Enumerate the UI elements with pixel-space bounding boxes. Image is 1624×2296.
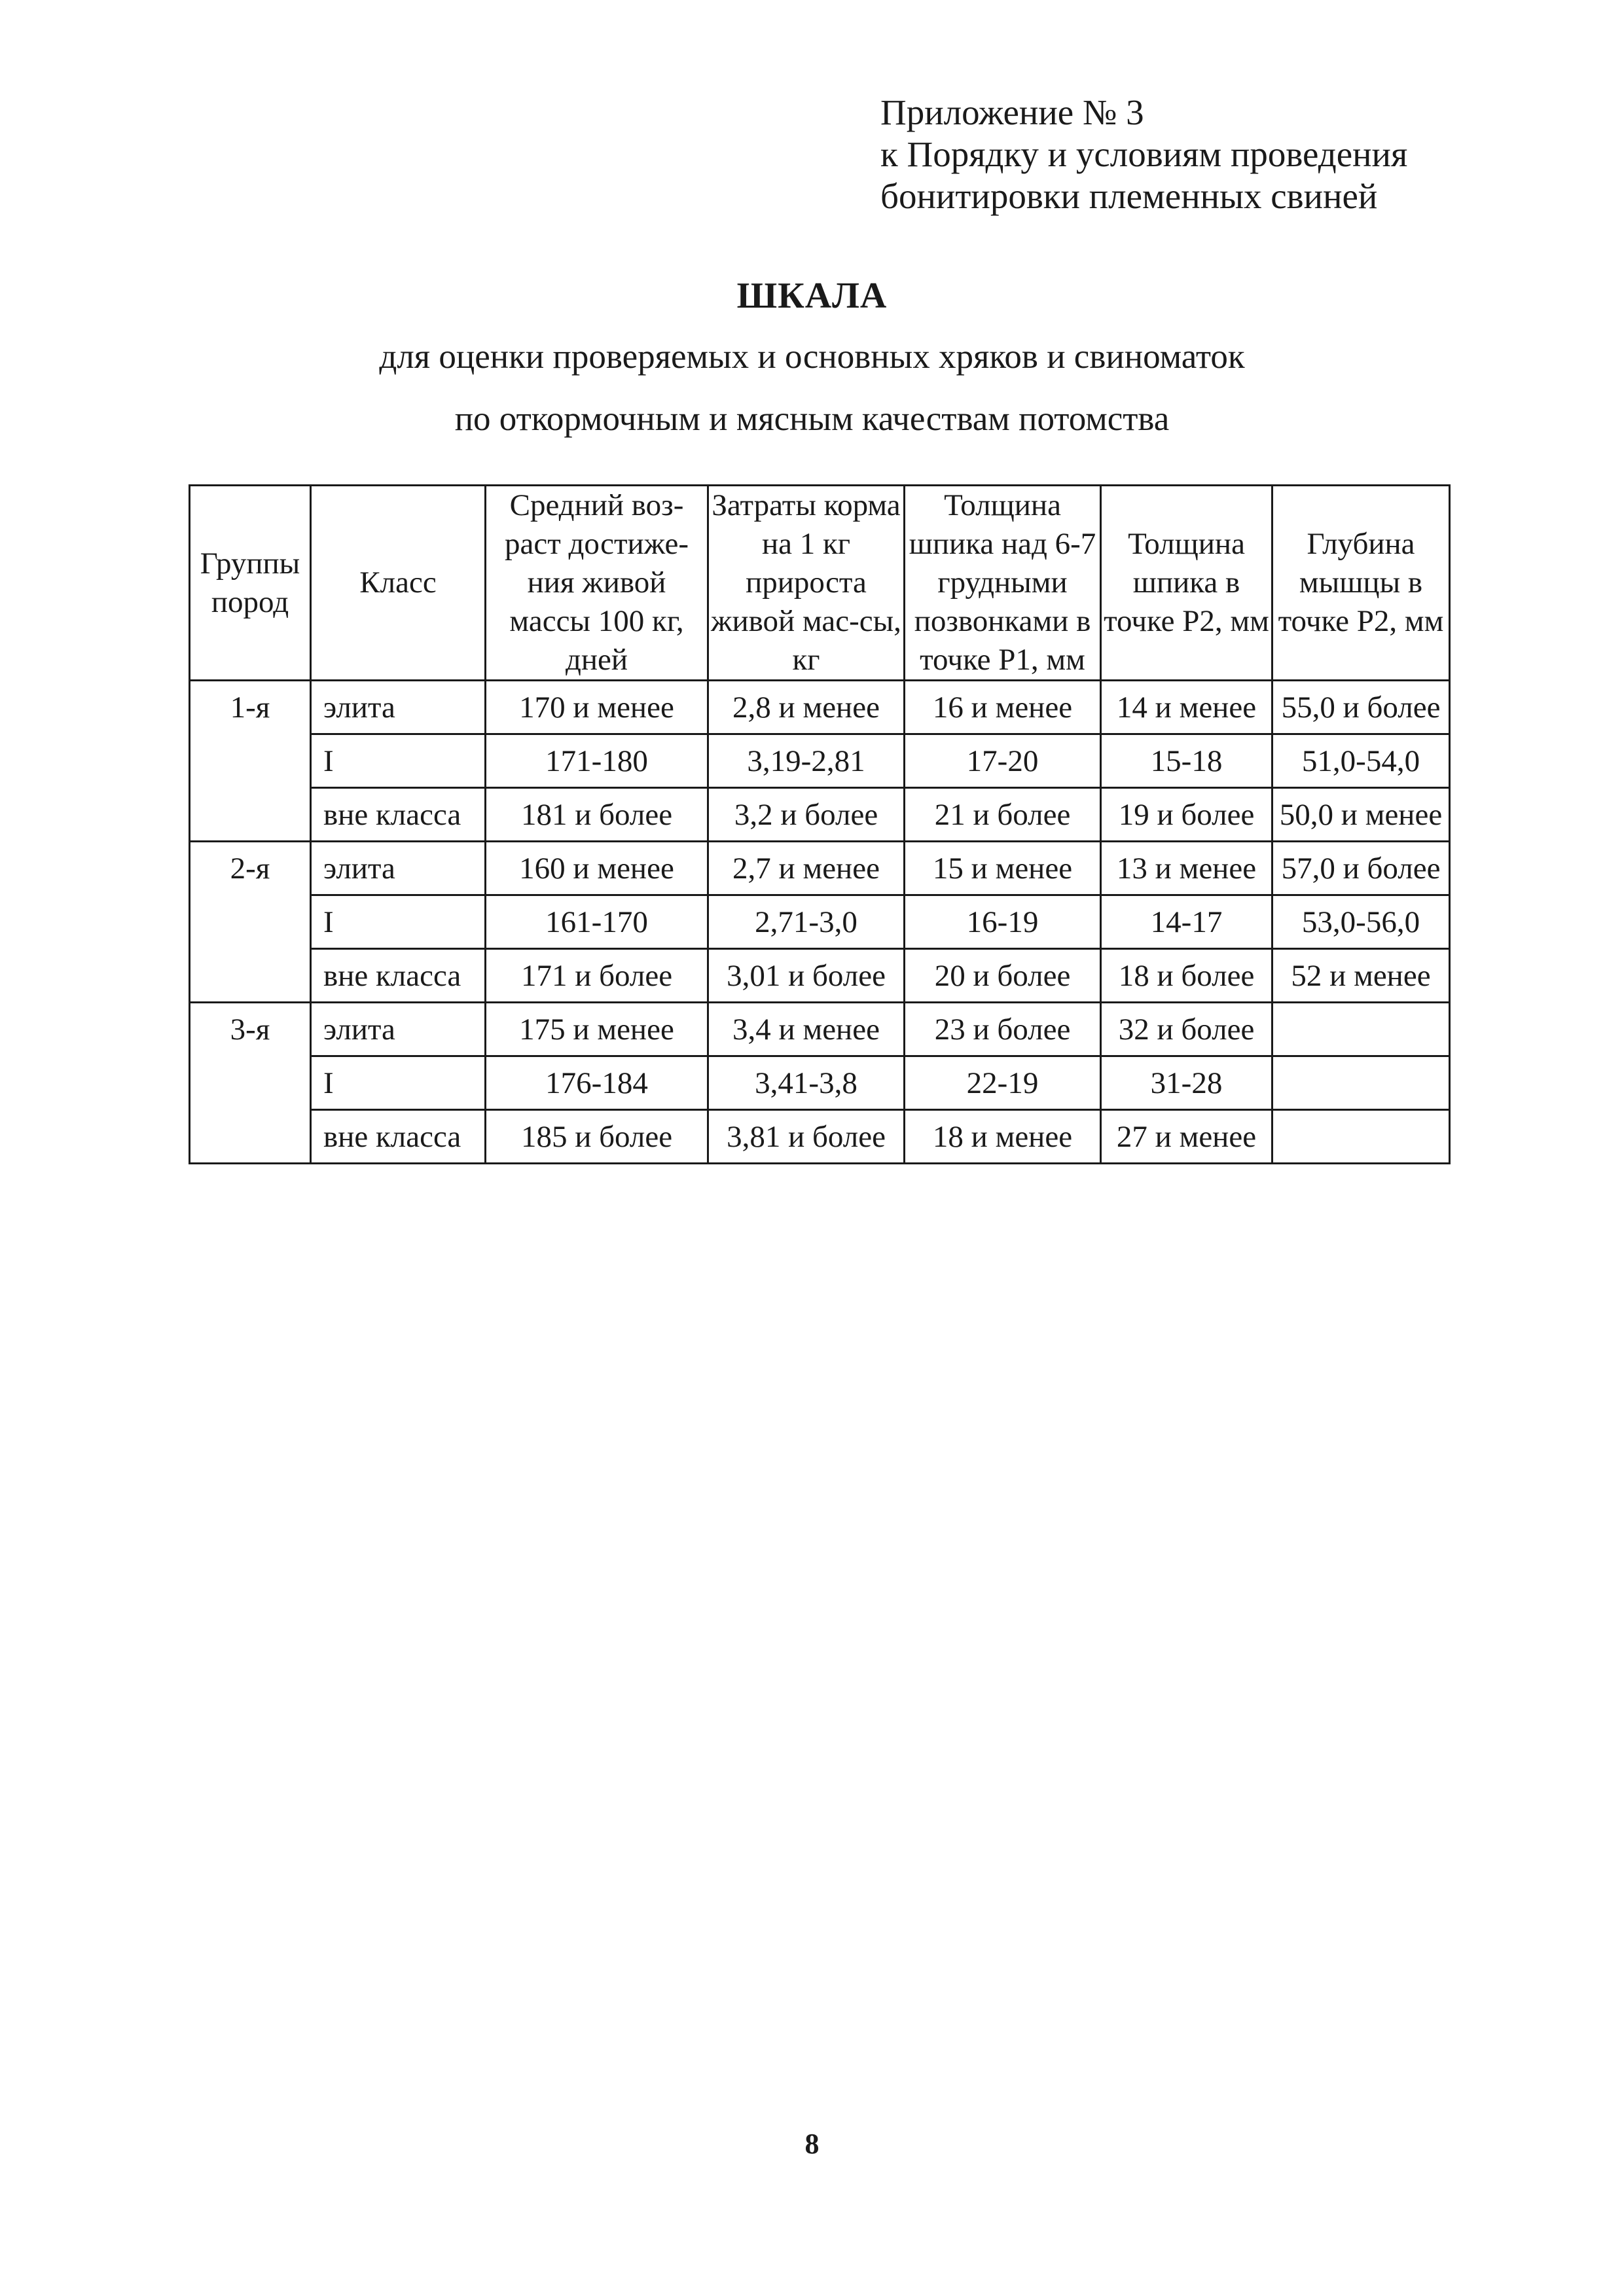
class-cell: I [311, 895, 486, 949]
fat-p1-cell: 15 и менее [905, 842, 1101, 895]
fat-p1-cell: 20 и более [905, 949, 1101, 1003]
feed-cost-cell: 3,81 и более [708, 1110, 905, 1164]
muscle-depth-cell: 51,0-54,0 [1272, 734, 1450, 788]
breed-group-cell: 1-я [190, 681, 311, 842]
feed-cost-cell: 3,19-2,81 [708, 734, 905, 788]
header-age-100kg: Средний воз-раст достиже-ния живой массы 100 кг, дней [486, 486, 708, 681]
table-row [190, 949, 1450, 1003]
table-row [190, 788, 1450, 842]
appendix-order-line: к Порядку и условиям проведения [880, 134, 1408, 174]
header-fat-p1: Толщина шпика над 6-7 грудными позвонками в точке Р1, мм [905, 486, 1101, 681]
age-cell: 181 и более [486, 788, 708, 842]
appendix-reference [880, 92, 1407, 217]
muscle-depth-cell: 53,0-56,0 [1272, 895, 1450, 949]
feed-cost-cell: 3,4 и менее [708, 1003, 905, 1056]
age-cell: 170 и менее [486, 681, 708, 734]
feed-cost-cell: 2,8 и менее [708, 681, 905, 734]
fat-p2-cell: 31-28 [1101, 1056, 1272, 1110]
class-cell: элита [311, 681, 486, 734]
header-breed-group: Группы пород [190, 486, 311, 681]
feed-cost-cell: 2,71-3,0 [708, 895, 905, 949]
muscle-depth-cell: 55,0 и более [1272, 681, 1450, 734]
fat-p2-cell: 32 и более [1101, 1003, 1272, 1056]
fat-p1-cell: 16 и менее [905, 681, 1101, 734]
header-feed-cost: Затраты корма на 1 кг прироста живой мас-сы, кг [708, 486, 905, 681]
table-row [190, 1110, 1450, 1164]
class-cell: элита [311, 1003, 486, 1056]
fat-p2-cell: 19 и более [1101, 788, 1272, 842]
fat-p2-cell: 18 и более [1101, 949, 1272, 1003]
fat-p2-cell: 15-18 [1101, 734, 1272, 788]
class-cell: вне класса [311, 949, 486, 1003]
fat-p1-cell: 23 и более [905, 1003, 1101, 1056]
breed-group-cell: 3-я [190, 1003, 311, 1164]
fat-p1-cell: 18 и менее [905, 1110, 1101, 1164]
feed-cost-cell: 3,2 и более [708, 788, 905, 842]
table-row [190, 681, 1450, 734]
document-title: ШКАЛА [736, 276, 888, 316]
muscle-depth-cell [1272, 1110, 1450, 1164]
muscle-depth-cell: 52 и менее [1272, 949, 1450, 1003]
header-class: Класс [311, 486, 486, 681]
fat-p2-cell: 13 и менее [1101, 842, 1272, 895]
table-header-row [190, 486, 1450, 681]
page-number: 8 [804, 2128, 820, 2160]
feed-cost-cell: 3,41-3,8 [708, 1056, 905, 1110]
age-cell: 160 и менее [486, 842, 708, 895]
fat-p1-cell: 22-19 [905, 1056, 1101, 1110]
header-fat-p2: Толщина шпика в точке Р2, мм [1101, 486, 1272, 681]
age-cell: 175 и менее [486, 1003, 708, 1056]
muscle-depth-cell [1272, 1056, 1450, 1110]
table-row [190, 734, 1450, 788]
fat-p1-cell: 16-19 [905, 895, 1101, 949]
age-cell: 161-170 [486, 895, 708, 949]
document-subtitle-line-2: по откормочным и мясным качествам потомства [454, 400, 1170, 438]
fat-p2-cell: 14-17 [1101, 895, 1272, 949]
fat-p2-cell: 27 и менее [1101, 1110, 1272, 1164]
muscle-depth-cell [1272, 1003, 1450, 1056]
age-cell: 171 и более [486, 949, 708, 1003]
fat-p2-cell: 14 и менее [1101, 681, 1272, 734]
table-row [190, 842, 1450, 895]
age-cell: 185 и более [486, 1110, 708, 1164]
table-row [190, 895, 1450, 949]
muscle-depth-cell: 50,0 и менее [1272, 788, 1450, 842]
fat-p1-cell: 17-20 [905, 734, 1101, 788]
muscle-depth-cell: 57,0 и более [1272, 842, 1450, 895]
appendix-subject-line: бонитировки племенных свиней [880, 176, 1378, 216]
feed-cost-cell: 3,01 и более [708, 949, 905, 1003]
header-muscle-depth-p2: Глубина мышцы в точке Р2, мм [1272, 486, 1450, 681]
class-cell: вне класса [311, 788, 486, 842]
class-cell: I [311, 1056, 486, 1110]
class-cell: вне класса [311, 1110, 486, 1164]
evaluation-scale-table [189, 484, 1451, 1164]
appendix-number: Приложение № 3 [880, 92, 1144, 132]
feed-cost-cell: 2,7 и менее [708, 842, 905, 895]
table-row [190, 1003, 1450, 1056]
table-row [190, 1056, 1450, 1110]
age-cell: 176-184 [486, 1056, 708, 1110]
document-subtitle-line-1: для оценки проверяемых и основных хряков и свиноматок [379, 338, 1245, 376]
class-cell: элита [311, 842, 486, 895]
age-cell: 171-180 [486, 734, 708, 788]
class-cell: I [311, 734, 486, 788]
breed-group-cell: 2-я [190, 842, 311, 1003]
fat-p1-cell: 21 и более [905, 788, 1101, 842]
